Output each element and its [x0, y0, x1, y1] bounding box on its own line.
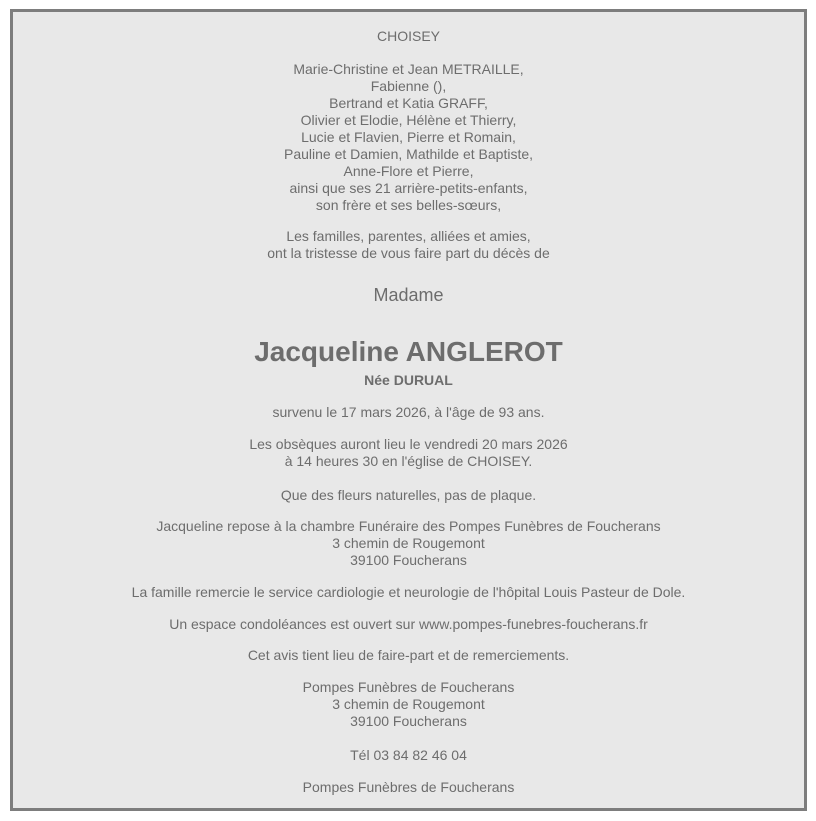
funeral-line: Les obsèques auront lieu le vendredi 20 mars 2026	[249, 436, 568, 452]
location-heading: CHOISEY	[376, 28, 440, 44]
families-line: ont la tristesse de vous faire part du décès de	[267, 245, 550, 261]
phone-number: Tél 03 84 82 46 04	[350, 747, 467, 763]
family-line: Lucie et Flavien, Pierre et Romain,	[301, 129, 516, 145]
family-line: Olivier et Elodie, Hélène et Thierry,	[300, 112, 517, 128]
family-line: Anne-Flore et Pierre,	[343, 163, 474, 179]
family-line: Bertrand et Katia GRAFF,	[329, 95, 488, 111]
family-line: Pauline et Damien, Mathilde et Baptiste,	[283, 146, 534, 162]
funeral-home-line: 39100 Foucherans	[350, 713, 467, 729]
notice-statement: Cet avis tient lieu de faire-part et de remerciements.	[247, 647, 570, 663]
flowers-note: Que des fleurs naturelles, pas de plaque.	[280, 487, 537, 503]
deceased-name: Jacqueline ANGLEROT	[254, 336, 563, 367]
family-line: Fabienne (),	[370, 78, 447, 94]
signature: Pompes Funèbres de Foucherans	[302, 779, 515, 795]
obituary-notice	[10, 9, 807, 811]
family-line: son frère et ses belles-sœurs,	[315, 197, 502, 213]
rest-line: 3 chemin de Rougemont	[332, 535, 485, 551]
rest-line: Jacqueline repose à la chambre Funéraire des Pompes Funèbres de Foucherans	[156, 518, 661, 534]
death-info: survenu le 17 mars 2026, à l'âge de 93 ans.	[272, 404, 545, 420]
condolences-note: Un espace condoléances est ouvert sur www.pompes-funebres-foucherans.fr	[169, 616, 648, 632]
rest-line: 39100 Foucherans	[350, 552, 467, 568]
funeral-line: à 14 heures 30 en l'église de CHOISEY.	[284, 453, 533, 469]
family-line: Marie-Christine et Jean METRAILLE,	[293, 61, 524, 77]
funeral-home-line: 3 chemin de Rougemont	[332, 696, 485, 712]
families-line: Les familles, parentes, alliées et amies,	[286, 228, 531, 244]
maiden-name: Née DURUAL	[364, 372, 453, 388]
family-line: ainsi que ses 21 arrière-petits-enfants,	[289, 180, 528, 196]
funeral-home-line: Pompes Funèbres de Foucherans	[302, 679, 515, 695]
honorific-title: Madame	[373, 285, 444, 305]
thanks-note: La famille remercie le service cardiologie et neurologie de l'hôpital Louis Pasteur de Dole.	[131, 584, 686, 600]
